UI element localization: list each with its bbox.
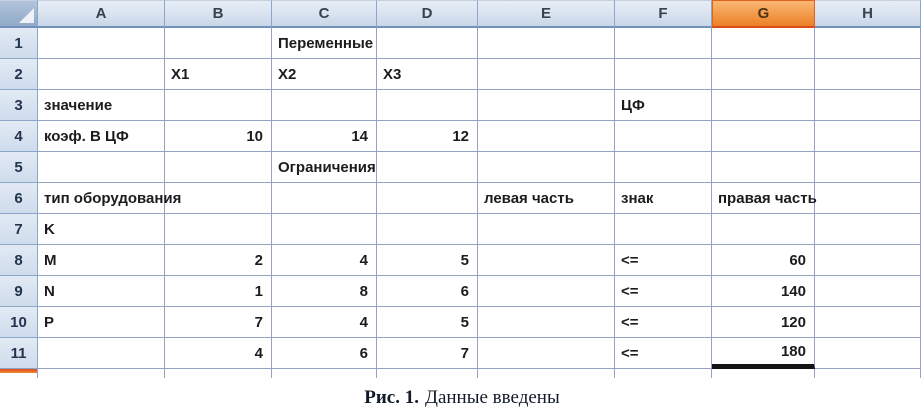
cell-A10[interactable]: P	[38, 307, 165, 338]
cell-E11[interactable]	[478, 338, 615, 369]
cell-A7[interactable]: K	[38, 214, 165, 245]
cell-F3[interactable]: ЦФ	[615, 90, 712, 121]
cell-H9[interactable]	[815, 276, 921, 307]
cell-C9[interactable]: 8	[272, 276, 377, 307]
cell-A3[interactable]: значение	[38, 90, 165, 121]
cell-B10[interactable]: 7	[165, 307, 272, 338]
table-row-partial	[0, 369, 921, 378]
cell-D2[interactable]: X3	[377, 59, 478, 90]
cell-B4[interactable]: 10	[165, 121, 272, 152]
cell-F7[interactable]	[615, 214, 712, 245]
column-header-C[interactable]: C	[272, 0, 377, 28]
row-header-partial-strip	[0, 369, 38, 378]
cell-D5[interactable]	[377, 152, 478, 183]
cell-A11[interactable]	[38, 338, 165, 369]
row-header-5[interactable]: 5	[0, 152, 38, 183]
cell-C7[interactable]	[272, 214, 377, 245]
cell-A4[interactable]: коэф. В ЦФ	[38, 121, 165, 152]
column-header-B[interactable]: B	[165, 0, 272, 28]
cell-E7[interactable]	[478, 214, 615, 245]
cell-D11[interactable]: 7	[377, 338, 478, 369]
cell-D8[interactable]: 5	[377, 245, 478, 276]
cell-F11[interactable]: <=	[615, 338, 712, 369]
cell-G2[interactable]	[712, 59, 815, 90]
row-header-6[interactable]: 6	[0, 183, 38, 214]
cell-B5[interactable]	[165, 152, 272, 183]
cell-C6[interactable]	[272, 183, 377, 214]
column-header-A[interactable]: A	[38, 0, 165, 28]
cell-F8[interactable]: <=	[615, 245, 712, 276]
cell-C4[interactable]: 14	[272, 121, 377, 152]
cell-A9[interactable]: N	[38, 276, 165, 307]
table-row-11	[0, 338, 921, 369]
cell-C5[interactable]: Ограничения	[272, 152, 377, 183]
cell-C3[interactable]	[272, 90, 377, 121]
table-row-4	[0, 121, 921, 152]
row-header-10[interactable]: 10	[0, 307, 38, 338]
table-row-5	[0, 152, 921, 183]
cell-B7[interactable]	[165, 214, 272, 245]
cell-C11[interactable]: 6	[272, 338, 377, 369]
cell-G6[interactable]: правая часть	[712, 183, 815, 214]
figure-caption-text: Данные введены	[425, 387, 560, 408]
cell-partial-G	[712, 369, 815, 378]
cell-partial-H	[815, 369, 921, 378]
cell-D3[interactable]	[377, 90, 478, 121]
cell-B6[interactable]	[165, 183, 272, 214]
row-header-3[interactable]: 3	[0, 90, 38, 121]
cell-H6[interactable]	[815, 183, 921, 214]
cell-B9[interactable]: 1	[165, 276, 272, 307]
cell-E3[interactable]	[478, 90, 615, 121]
table-row-7	[0, 214, 921, 245]
cell-B3[interactable]	[165, 90, 272, 121]
row-header-8[interactable]: 8	[0, 245, 38, 276]
cell-F10[interactable]: <=	[615, 307, 712, 338]
cell-E8[interactable]	[478, 245, 615, 276]
cell-G1[interactable]	[712, 28, 815, 59]
cell-H3[interactable]	[815, 90, 921, 121]
row-header-1[interactable]: 1	[0, 28, 38, 59]
cell-D4[interactable]: 12	[377, 121, 478, 152]
column-header-F[interactable]: F	[615, 0, 712, 28]
cell-G7[interactable]	[712, 214, 815, 245]
cell-H8[interactable]	[815, 245, 921, 276]
column-header-E[interactable]: E	[478, 0, 615, 28]
cell-F9[interactable]: <=	[615, 276, 712, 307]
row-header-4[interactable]: 4	[0, 121, 38, 152]
cell-G3[interactable]	[712, 90, 815, 121]
row-header-9[interactable]: 9	[0, 276, 38, 307]
cell-partial-D	[377, 369, 478, 378]
row-header-7[interactable]: 7	[0, 214, 38, 245]
cell-F2[interactable]	[615, 59, 712, 90]
select-all-triangle-icon	[19, 8, 34, 23]
cell-B11[interactable]: 4	[165, 338, 272, 369]
cell-G9[interactable]: 140	[712, 276, 815, 307]
cell-partial-F	[615, 369, 712, 378]
cell-D7[interactable]	[377, 214, 478, 245]
cell-C8[interactable]: 4	[272, 245, 377, 276]
cell-A8[interactable]: M	[38, 245, 165, 276]
cell-H10[interactable]	[815, 307, 921, 338]
cell-E4[interactable]	[478, 121, 615, 152]
cell-D6[interactable]	[377, 183, 478, 214]
table-row-8	[0, 245, 921, 276]
cell-A5[interactable]	[38, 152, 165, 183]
cell-E10[interactable]	[478, 307, 615, 338]
cell-H2[interactable]	[815, 59, 921, 90]
cell-A6[interactable]: тип оборудования	[38, 183, 165, 214]
cell-H1[interactable]	[815, 28, 921, 59]
select-all-button[interactable]	[0, 0, 38, 28]
cell-partial-A	[38, 369, 165, 378]
table-row-9	[0, 276, 921, 307]
column-header-G[interactable]: G	[712, 0, 815, 28]
table-row-10	[0, 307, 921, 338]
cell-D10[interactable]: 5	[377, 307, 478, 338]
cell-H4[interactable]	[815, 121, 921, 152]
cell-E2[interactable]	[478, 59, 615, 90]
cell-E9[interactable]	[478, 276, 615, 307]
cell-D9[interactable]: 6	[377, 276, 478, 307]
cell-D1[interactable]	[377, 28, 478, 59]
cell-B2[interactable]: X1	[165, 59, 272, 90]
row-header-2[interactable]: 2	[0, 59, 38, 90]
row-header-11[interactable]: 11	[0, 338, 38, 369]
cell-partial-E	[478, 369, 615, 378]
cell-E5[interactable]	[478, 152, 615, 183]
cell-G8[interactable]: 60	[712, 245, 815, 276]
table-row-2	[0, 59, 921, 90]
cell-G11[interactable]: 180	[712, 338, 815, 369]
column-header-D[interactable]: D	[377, 0, 478, 28]
cell-G4[interactable]	[712, 121, 815, 152]
cell-E1[interactable]	[478, 28, 615, 59]
cell-H5[interactable]	[815, 152, 921, 183]
cell-F5[interactable]	[615, 152, 712, 183]
cell-F1[interactable]	[615, 28, 712, 59]
cell-A2[interactable]	[38, 59, 165, 90]
cell-C10[interactable]: 4	[272, 307, 377, 338]
cell-H7[interactable]	[815, 214, 921, 245]
column-header-row	[0, 0, 921, 28]
cell-partial-B	[165, 369, 272, 378]
cell-B8[interactable]: 2	[165, 245, 272, 276]
cell-G10[interactable]: 120	[712, 307, 815, 338]
cell-partial-C	[272, 369, 377, 378]
figure-caption-number: Рис. 1.	[364, 387, 419, 408]
cell-F6[interactable]: знак	[615, 183, 712, 214]
cell-F4[interactable]	[615, 121, 712, 152]
cell-A1[interactable]	[38, 28, 165, 59]
cell-H11[interactable]	[815, 338, 921, 369]
cell-C2[interactable]: X2	[272, 59, 377, 90]
figure-caption	[0, 383, 924, 413]
table-row-6	[0, 183, 921, 214]
cell-C1[interactable]: Переменные	[272, 28, 377, 59]
table-row-3	[0, 90, 921, 121]
table-row-1	[0, 28, 921, 59]
cell-E6[interactable]: левая часть	[478, 183, 615, 214]
cell-G5[interactable]	[712, 152, 815, 183]
column-header-H[interactable]: H	[815, 0, 921, 28]
cell-B1[interactable]	[165, 28, 272, 59]
